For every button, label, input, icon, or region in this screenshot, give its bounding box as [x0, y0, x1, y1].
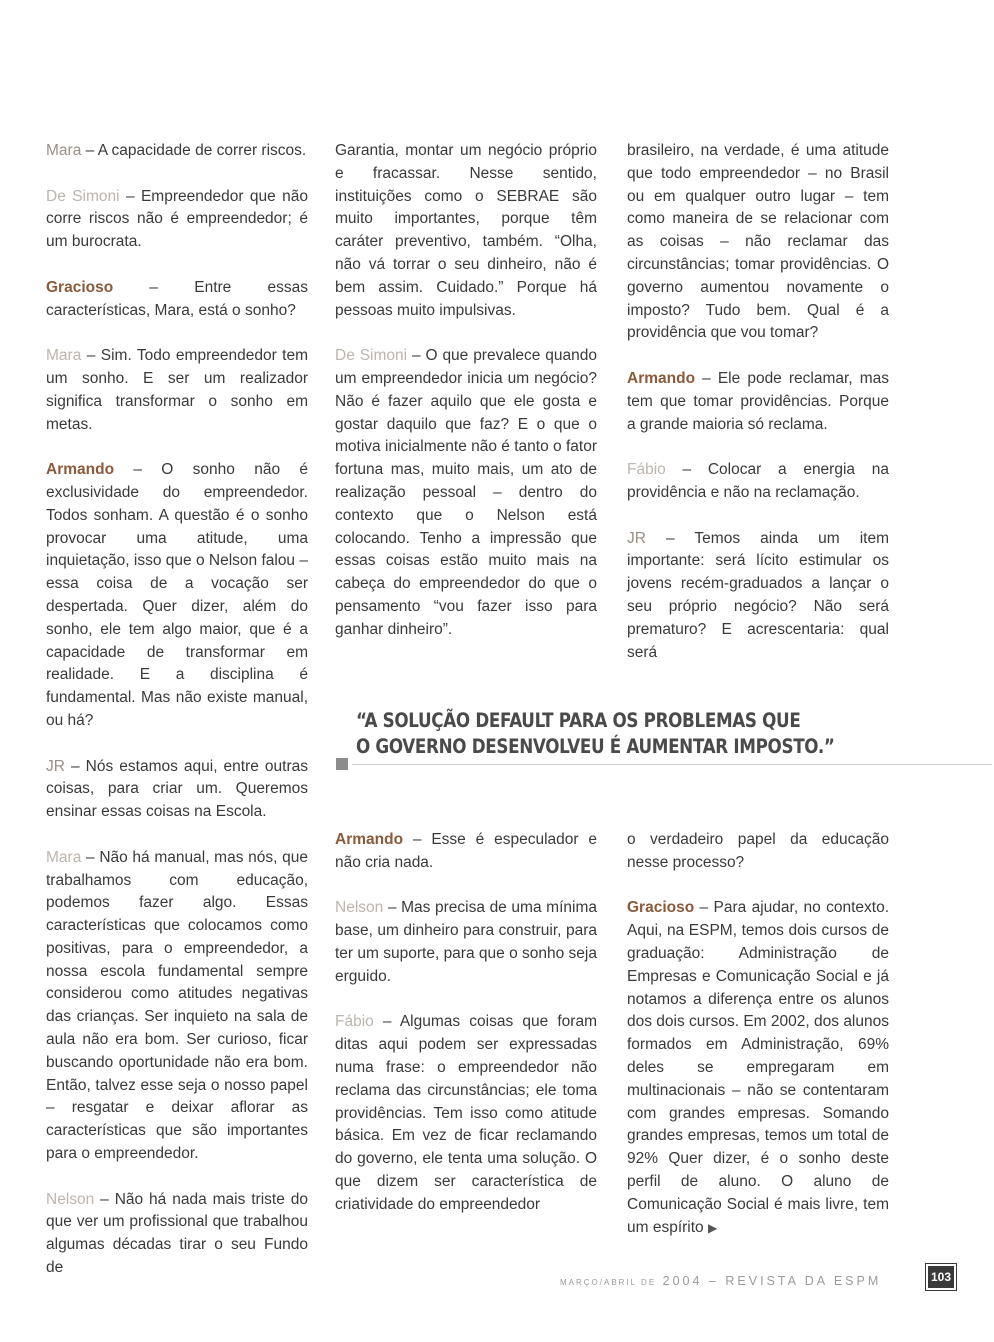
running-footer	[560, 1274, 910, 1288]
paragraph	[46, 140, 308, 163]
column-3-top	[627, 140, 889, 687]
speaker-name: Fábio	[335, 1013, 374, 1031]
footer-publication: 2004 – REVISTA DA ESPM	[662, 1274, 882, 1288]
paragraph-text: – Entre essas características, Mara, está o sonho?	[46, 278, 308, 319]
paragraph	[335, 1011, 597, 1216]
column-3-bottom	[627, 829, 889, 1262]
column-2-top	[335, 140, 597, 664]
speaker-name: Gracioso	[627, 899, 695, 917]
speaker-name: Gracioso	[46, 278, 114, 296]
speaker-name: Mara	[46, 142, 82, 159]
speaker-name: Nelson	[335, 899, 384, 917]
speaker-name: Armando	[627, 369, 696, 387]
paragraph-text: – Sim. Todo empreendedor tem um sonho. E ser um realizador significa transformar o sonho em metas.	[46, 347, 308, 433]
paragraph	[46, 345, 308, 436]
pull-quote-rule	[352, 764, 992, 765]
paragraph-text: – Para ajudar, no contexto. Aqui, na ESPM, temos dois cursos de graduação: Administração de Empresas e Comunicação Social e já notamos a diferença entre os alunos dos dois cursos. Em 2002, dos alunos formados em Administração, 69% deles se empregaram em multinacionais – não se contentaram com grandes empresas. Somando grandes empresas, temos um total de 92% Quer dizer, é o sonho deste perfil de aluno. O aluno de Comunicação Social é mais livre, tem um espírito	[627, 899, 889, 1236]
paragraph-text: – Temos ainda um item importante: será lícito estimular os jovens recém-graduados a lançar o seu próprio negócio? Não será prematuro? E acrescentaria: qual será	[627, 529, 889, 661]
paragraph	[627, 140, 889, 345]
paragraph-text: o verdadeiro papel da educação nesse processo?	[627, 831, 889, 871]
paragraph-text: – O que prevalece quando um empreendedor inicia um negócio? Não é fazer aquilo que ele gosta e gostar daquilo que faz? E o que o motiva inicialmente não é tanto o fator fortuna mas, muito mais, um ato de realização pessoal – dentro do contexto que o Nelson está colocando. Tenho a impressão que essas coisas estão muito mais na cabeça do empreendedor do que o pensamento “vou fazer isso para ganhar dinheiro”.	[335, 347, 598, 638]
paragraph	[46, 1189, 308, 1280]
speaker-name: De Simoni	[46, 187, 120, 205]
paragraph-text: – Ele pode reclamar, mas tem que tomar providências. Porque a grande maioria só reclama.	[627, 369, 889, 433]
paragraph	[46, 847, 308, 1166]
paragraph	[627, 459, 889, 505]
speaker-name: Mara	[46, 347, 82, 365]
paragraph	[46, 459, 308, 733]
paragraph-text: – A capacidade de correr riscos.	[81, 142, 307, 159]
pull-quote	[356, 708, 838, 760]
speaker-name: Fábio	[627, 461, 666, 479]
paragraph-text: – Mas precisa de uma mínima base, um dinheiro para construir, para ter um suporte, para que o sonho seja erguido.	[335, 899, 597, 985]
speaker-name: Armando	[335, 831, 404, 848]
paragraph	[627, 528, 889, 665]
column-2-bottom	[335, 829, 597, 1239]
pull-quote-line-2: O GOVERNO DESENVOLVEU É AUMENTAR IMPOSTO.”	[356, 735, 835, 758]
paragraph-text: Garantia, montar um negócio próprio e fracassar. Nesse sentido, instituições como o SEBRAE são muito importantes, porque têm caráter preventivo, também. “Olha, não vá torrar o seu dinheiro, não é bem assim. Cuidado.” Porque há pessoas muito impulsivas.	[335, 142, 597, 319]
paragraph-text: – Algumas coisas que foram ditas aqui podem ser expressadas numa frase: o empreendedor não reclama das circunstâncias; ele toma providências. Tem isso como atitude básica. Em vez de ficar reclamando do governo, ele tenta uma solução. O que dizem ser característica de criatividade do empreendedor	[335, 1013, 597, 1213]
speaker-name: JR	[46, 757, 65, 775]
paragraph-text: – Esse é especulador e não cria nada.	[335, 831, 597, 871]
paragraph	[46, 756, 308, 824]
footer-date: MARÇO/ABRIL DE	[560, 1278, 657, 1287]
paragraph	[335, 140, 597, 322]
speaker-name: Mara	[46, 848, 82, 866]
speaker-name: JR	[627, 529, 646, 547]
paragraph-text: – Nós estamos aqui, entre outras coisas, para criar um. Queremos ensinar essas coisas na Escola.	[46, 757, 308, 821]
speaker-name: Armando	[46, 461, 115, 479]
paragraph	[335, 345, 597, 641]
paragraph-text: brasileiro, na verdade, é uma atitude que todo empreendedor – no Brasil ou em qualquer outro lugar – tem como maneira de se relacionar com as coisas – não reclamar das circunstâncias; tomar providências. O governo aumentou novamente o imposto? Tudo bem. Qual é a providência que vou tomar?	[627, 142, 889, 342]
column-1	[46, 140, 308, 1303]
paragraph	[627, 897, 889, 1239]
paragraph-text: – O sonho não é exclusividade do empreendedor. Todos sonham. A questão é o sonho provocar uma atitude, uma inquietação, isso que o Nelson falou – essa coisa de a vocação ser despertada. Quer dizer, além do sonho, ele tem algo maior, que é a capacidade de transformar em realidade. E a disciplina é fundamental. Mas não existe manual, ou há?	[46, 461, 308, 729]
pull-quote-line-1: “A SOLUÇÃO DEFAULT PARA OS PROBLEMAS QUE	[356, 709, 801, 732]
pull-quote-marker	[336, 758, 348, 770]
page-number: 103	[928, 1266, 954, 1288]
paragraph	[46, 186, 308, 254]
paragraph-text: – Não há manual, mas nós, que trabalhamos com educação, podemos fazer algo. Essas características que colocamos como positivas, para o empreendedor, a nossa escola fundamental sempre considerou como atitudes negativas das crianças. Ser inquieto na sala de aula não era bom. Ser curioso, ficar buscando oportunidade não era bom. Então, talvez esse seja o nosso papel – resgatar e deixar aflorar as características que são importantes para o empreendedor.	[46, 848, 308, 1163]
continue-arrow-icon: ▶	[707, 1220, 718, 1235]
paragraph	[627, 829, 889, 875]
speaker-name: De Simoni	[335, 347, 408, 365]
paragraph-text: – Empreendedor que não corre riscos não é empreendedor; é um burocrata.	[46, 187, 308, 251]
paragraph	[335, 897, 597, 988]
paragraph	[627, 368, 889, 436]
paragraph	[46, 277, 308, 323]
paragraph-text: – Não há nada mais triste do que ver um profissional que trabalhou algumas décadas tirar o seu Fundo de	[46, 1190, 308, 1277]
paragraph-text: – Colocar a energia na providência e não na reclamação.	[627, 461, 889, 501]
speaker-name: Nelson	[46, 1190, 95, 1208]
paragraph	[335, 829, 597, 875]
